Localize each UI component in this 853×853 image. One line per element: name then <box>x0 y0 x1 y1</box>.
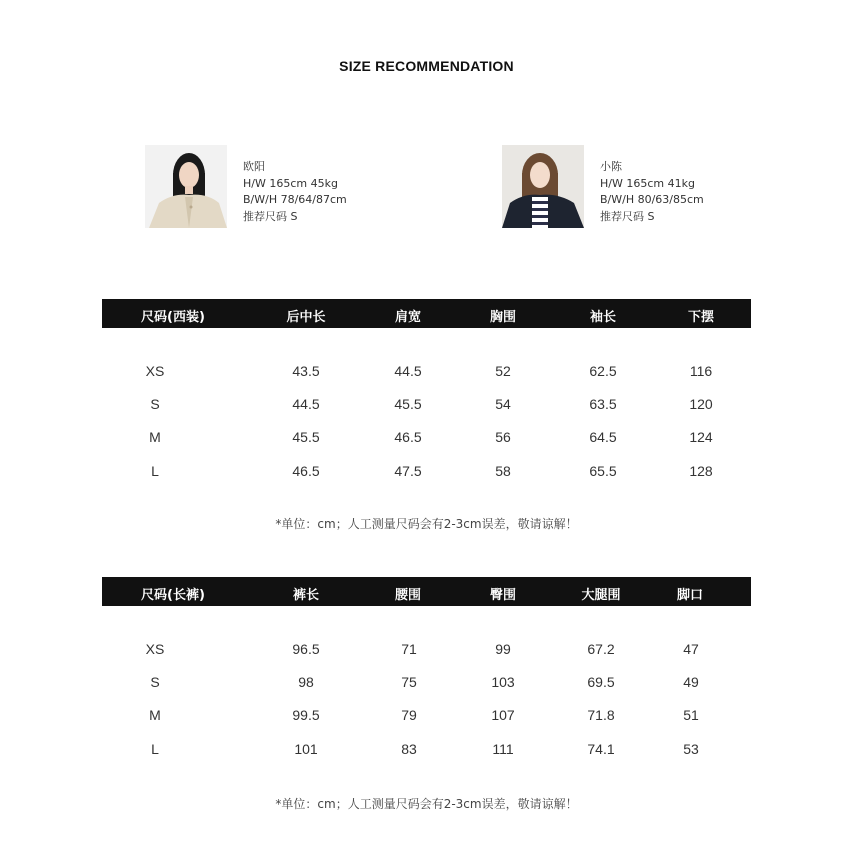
model-photo-illustration <box>145 145 227 228</box>
table-row <box>0 674 853 694</box>
table-cell: 62.5 <box>589 363 617 379</box>
model-recommended-size: 推荐尺码 S <box>600 209 655 223</box>
table-cell: 64.5 <box>589 429 617 445</box>
table-cell: 43.5 <box>292 363 320 379</box>
header-cell: 后中长 <box>286 310 326 325</box>
table-cell: 101 <box>294 741 318 757</box>
table-cell: 71.8 <box>587 707 615 723</box>
header-cell: 尺码(西装) <box>141 310 205 325</box>
header-cell: 肩宽 <box>394 310 422 325</box>
table-cell: S <box>150 674 160 690</box>
table-cell: 128 <box>689 463 713 479</box>
table-cell: 52 <box>495 363 511 379</box>
header-cell: 臀围 <box>489 588 517 603</box>
table-cell: 107 <box>491 707 515 723</box>
header-cell: 下摆 <box>687 310 715 325</box>
model-measurements: B/W/H 78/64/87cm <box>243 193 347 206</box>
header-cell: 尺码(长裤) <box>141 588 205 603</box>
table-cell: L <box>151 463 159 479</box>
table-cell: S <box>150 396 160 412</box>
table-cell: 44.5 <box>394 363 422 379</box>
table-cell: XS <box>145 363 165 379</box>
model-photo <box>502 145 584 228</box>
table-cell: 51 <box>683 707 699 723</box>
table-row <box>0 396 853 416</box>
model-measurements: B/W/H 80/63/85cm <box>600 193 704 206</box>
header-cell: 腰围 <box>394 588 422 603</box>
table-row <box>0 363 853 383</box>
table-cell: 45.5 <box>292 429 320 445</box>
page-title: SIZE RECOMMENDATION <box>339 58 514 74</box>
table-cell: 71 <box>401 641 417 657</box>
table-cell: 83 <box>401 741 417 757</box>
table-cell: M <box>149 429 161 445</box>
table-cell: 99 <box>495 641 511 657</box>
table-cell: 53 <box>683 741 699 757</box>
header-cell: 脚口 <box>676 588 704 603</box>
pants-table-header <box>102 577 751 606</box>
table-cell: 54 <box>495 396 511 412</box>
table-cell: 116 <box>689 363 713 379</box>
table-cell: 46.5 <box>394 429 422 445</box>
table-row <box>0 707 853 727</box>
model-name: 小陈 <box>600 160 622 173</box>
measurement-note: *单位：cm；人工测量尺码会有2-3cm误差，敬请谅解！ <box>275 797 578 811</box>
model-recommended-size: 推荐尺码 S <box>243 209 298 223</box>
header-cell: 袖长 <box>589 310 617 325</box>
table-cell: 99.5 <box>292 707 320 723</box>
table-cell: 120 <box>689 396 713 412</box>
model-photo-illustration <box>502 145 584 228</box>
table-cell: 45.5 <box>394 396 422 412</box>
table-cell: L <box>151 741 159 757</box>
table-cell: 69.5 <box>587 674 615 690</box>
jacket-table-header <box>102 299 751 328</box>
table-cell: 56 <box>495 429 511 445</box>
table-cell: XS <box>145 641 165 657</box>
table-cell: 46.5 <box>292 463 320 479</box>
table-cell: 47 <box>683 641 699 657</box>
header-cell: 大腿围 <box>581 588 621 603</box>
model-height-weight: H/W 165cm 45kg <box>243 176 338 190</box>
model-height-weight: H/W 165cm 41kg <box>600 176 695 190</box>
table-cell: 47.5 <box>394 463 422 479</box>
table-cell: 65.5 <box>589 463 617 479</box>
table-cell: 74.1 <box>587 741 615 757</box>
table-cell: 67.2 <box>587 641 615 657</box>
table-cell: 75 <box>401 674 417 690</box>
header-cell: 裤长 <box>292 588 320 603</box>
model-photo <box>145 145 227 228</box>
table-row <box>0 429 853 449</box>
table-row <box>0 463 853 483</box>
table-row <box>0 741 853 761</box>
model-name: 欧阳 <box>243 160 265 173</box>
header-cell: 胸围 <box>489 310 517 325</box>
table-cell: M <box>149 707 161 723</box>
table-cell: 98 <box>298 674 314 690</box>
table-row <box>0 641 853 661</box>
table-cell: 103 <box>491 674 515 690</box>
table-cell: 58 <box>495 463 511 479</box>
table-cell: 49 <box>683 674 699 690</box>
measurement-note: *单位：cm；人工测量尺码会有2-3cm误差，敬请谅解！ <box>275 517 578 531</box>
table-cell: 44.5 <box>292 396 320 412</box>
table-cell: 124 <box>689 429 713 445</box>
table-cell: 111 <box>492 741 514 757</box>
table-cell: 96.5 <box>292 641 320 657</box>
table-cell: 79 <box>401 707 417 723</box>
table-cell: 63.5 <box>589 396 617 412</box>
